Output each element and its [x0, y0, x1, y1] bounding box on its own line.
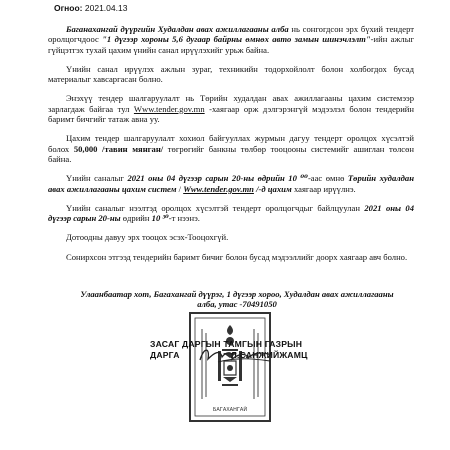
p3-text-end: -хаягаар орж дэлгэрэнгүй мэдээлэл болон тендерийн баримт бичгийг татаж авна уу.	[48, 103, 415, 125]
p3-text: Энэхүү тендер шалгаруулалт нь Төрийн худалдан авах ажиллагааны цахим системээр зарлагдаж байгаа тул	[48, 93, 414, 114]
address-block	[72, 289, 402, 310]
paragraph-contact: Сонирхсон этгээд тендерийн баримт бичиг болон бусад мэдээллийг доорх хаягаар авч болно.	[66, 251, 408, 262]
document-date	[54, 3, 127, 13]
p6-text-2: өдрийн	[120, 213, 152, 224]
date-value: 2021.04.13	[84, 3, 128, 13]
paragraph-invitation	[48, 24, 414, 55]
paragraph-preference: Дотоодны давуу эрх тооцох эсэх-Тооцохгүй.	[66, 232, 229, 243]
paragraph-deadline	[48, 173, 414, 194]
p5-text-3: /-д цахим	[253, 183, 292, 194]
opening-date: 2021 оны 04 дүгээр сарын 20-ны	[48, 202, 415, 224]
p5-text: Үнийн саналыг	[66, 173, 128, 184]
deadline-date: 2021 оны 04 дүгээр сарын 20-ны өдрийн 10 ⁰⁰	[127, 173, 308, 184]
tender-link[interactable]: Www.tender.gov.mn	[133, 103, 205, 114]
tender-link-2[interactable]: Www.tender.gov.mn	[183, 183, 254, 194]
p1-text-end: -ийн ажлыг гүйцэтгэх тухай цахим үнийн санал ирүүлэхийг урьж байна.	[48, 34, 414, 55]
paragraph-fee	[48, 133, 414, 164]
agency-name: Баганахангай дүүргийн Худалдан авах ажиллагааны алба	[66, 24, 289, 34]
handwritten-signature-icon	[196, 343, 276, 365]
p5-text-2: -аас өмнө	[307, 173, 348, 184]
project-title: "1 дүгээр хороны 5,6 дугаар байрны өмнөх авто замын шинэчлэлт"	[102, 34, 371, 45]
opening-time: 10 ³⁰	[151, 213, 169, 224]
paragraph-tender-system	[48, 93, 414, 124]
official-seal	[188, 311, 272, 423]
date-label: Огноо:	[54, 3, 83, 13]
p4-text-end: төгрөгийг банкны төлбөр тооцооны системийг ашиглан төлсөн байна.	[48, 143, 415, 164]
signature-name: Л.САНЖИЙЖАМЦ	[230, 350, 308, 360]
fee-amount: 50,000 /тавин мянган/	[73, 143, 164, 154]
address-line-1: Улаанбаатар хот, Багахангай дүүрэг, 1 дүгээр хороо, Худалдан авах ажиллагааны	[80, 289, 394, 299]
seal-bottom-text: БАГАХАНГАЙ	[212, 407, 248, 413]
system-name: Төрийн худалдан авах ажиллагааны цахим систем	[48, 173, 414, 194]
paragraph-opening	[48, 203, 414, 224]
p4-text: Цахим тендер шалгаруулалт хохиол байгууллах журмын дагуу тендерт оролцох хүсэлтэй болох	[48, 133, 414, 154]
signature-line-1: ЗАСАГ ДАРГЫН ТАМГЫН ГАЗРЫН	[150, 339, 303, 349]
paragraph-attachments: Үнийн санал ирүүлэх ажлын зураг, техникийн тодорхойлолт болон холбогдох бусад материалыг хавсаргасан болно.	[48, 63, 414, 85]
p5-sep: /	[176, 183, 184, 194]
p6-text: Үнийн саналыг нээлтэд оролцох хүсэлтэй тендерт оролцогчдыг байлцуулан	[66, 202, 365, 213]
p5-text-end: хаягаар ирүүлнэ.	[291, 183, 356, 194]
document-body	[48, 24, 414, 271]
p1-text: нь сонгогдсон эрх бүхий тендерт оролцогчдоос	[48, 24, 415, 45]
signature-role: ДАРГА	[150, 350, 180, 360]
address-line-2: алба, утас -70491050	[197, 299, 277, 310]
p6-text-end: -т нээнэ.	[168, 213, 200, 224]
